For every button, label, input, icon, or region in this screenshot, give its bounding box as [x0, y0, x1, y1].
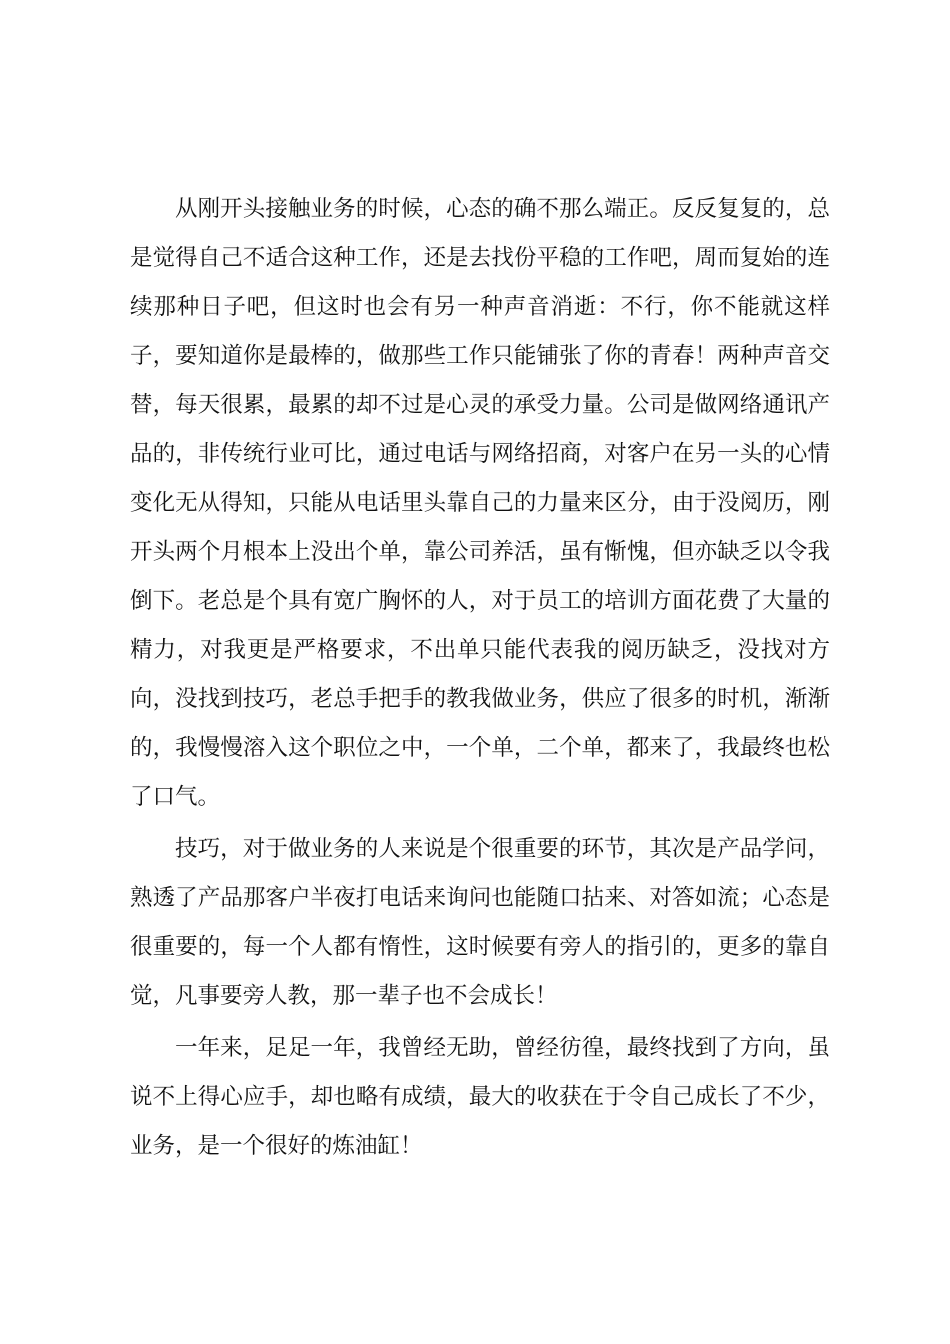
- text-line: 是觉得自己不适合这种工作，还是去找份平稳的工作吧，周而复始的连: [130, 245, 830, 271]
- text-line: 业务，是一个很好的炼油缸！: [130, 1133, 423, 1159]
- text-line: 精力，对我更是严格要求，不出单只能代表我的阅历缺乏，没找对方: [130, 637, 830, 663]
- paragraph-1: [130, 185, 830, 822]
- text-line: 说不上得心应手，却也略有成绩，最大的收获在于令自己成长了不少，: [130, 1084, 830, 1110]
- text-line: 续那种日子吧，但这时也会有另一种声音消逝：不行，你不能就这样: [130, 294, 830, 320]
- paragraph-3: [130, 1024, 830, 1171]
- text-line: 变化无从得知，只能从电话里头靠自己的力量来区分，由于没阅历，刚: [130, 490, 830, 516]
- text-line: 品的，非传统行业可比，通过电话与网络招商，对客户在另一头的心情: [130, 441, 830, 467]
- text-line: 熟透了产品那客户半夜打电话来询问也能随口拈来、对答如流；心态是: [130, 885, 830, 911]
- text-line: 子，要知道你是最棒的，做那些工作只能铺张了你的青春！两种声音交: [130, 343, 830, 369]
- text-line: 开头两个月根本上没出个单，靠公司养活，虽有惭愧，但亦缺乏以令我: [130, 539, 830, 565]
- text-line: 觉，凡事要旁人教，那一辈子也不会成长！: [130, 983, 558, 1009]
- document-body: [130, 185, 830, 1171]
- text-line: 的，我慢慢溶入这个职位之中，一个单，二个单，都来了，我最终也松: [130, 735, 830, 761]
- text-line: 从刚开头接触业务的时候，心态的确不那么端正。反反复复的，总: [175, 196, 830, 222]
- paragraph-2: [130, 825, 830, 1021]
- text-line: 很重要的，每一个人都有惰性，这时候要有旁人的指引的，更多的靠自: [130, 934, 830, 960]
- text-line: 一年来，足足一年，我曾经无助，曾经彷徨，最终找到了方向，虽: [175, 1035, 830, 1061]
- text-line: 倒下。老总是个具有宽广胸怀的人，对于员工的培训方面花费了大量的: [130, 588, 830, 614]
- text-line: 替，每天很累，最累的却不过是心灵的承受力量。公司是做网络通讯产: [130, 392, 830, 418]
- text-line: 向，没找到技巧，老总手把手的教我做业务，供应了很多的时机，渐渐: [130, 686, 830, 712]
- text-line: 了口气。: [130, 784, 221, 810]
- text-line: 技巧，对于做业务的人来说是个很重要的环节，其次是产品学问，: [175, 836, 830, 862]
